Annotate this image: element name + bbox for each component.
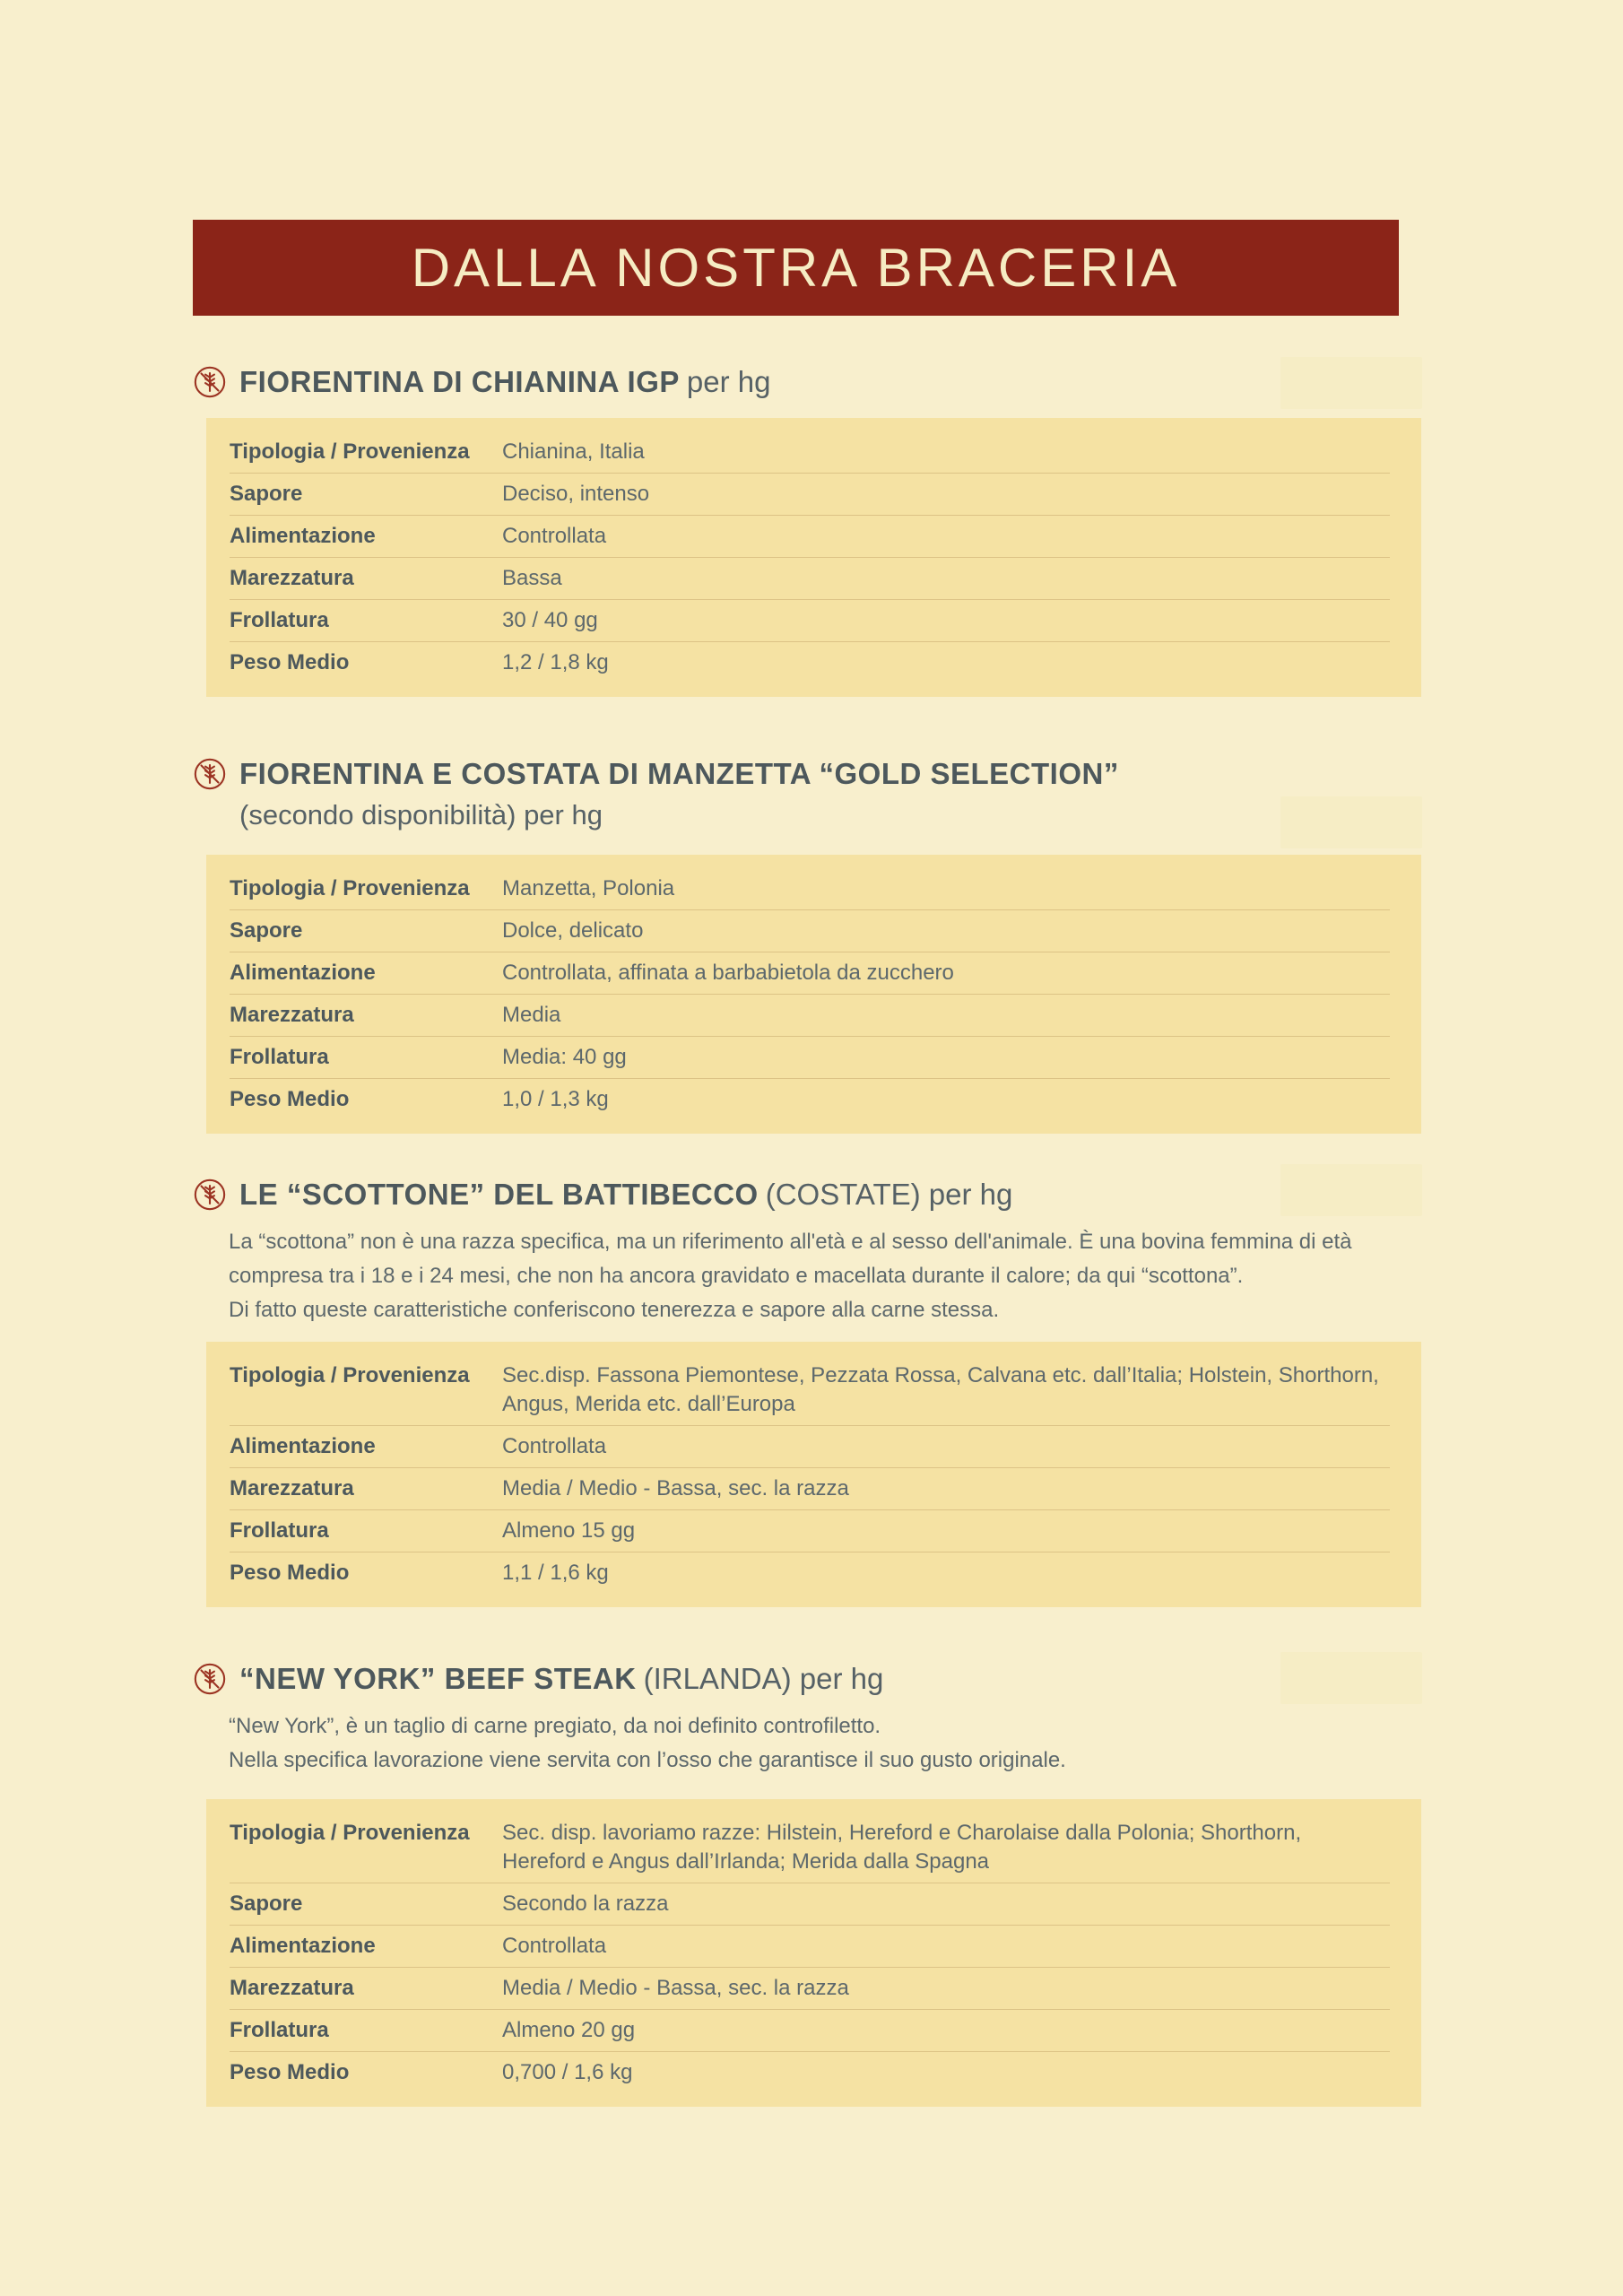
shading-artifact [1280, 796, 1422, 848]
spec-label: Peso Medio [230, 2060, 350, 2084]
table-row [230, 1509, 1390, 1552]
gluten-free-icon [193, 365, 227, 399]
spec-label: Tipologia / Provenienza [230, 1821, 470, 1845]
table-row [230, 1425, 1390, 1467]
spec-value: Manzetta, Polonia [502, 876, 675, 900]
spec-table [206, 855, 1421, 1134]
table-row [230, 1467, 1390, 1509]
spec-value: Bassa [502, 566, 562, 590]
spec-label: Alimentazione [230, 1434, 376, 1458]
section-title-light: (COSTATE) per hg [765, 1178, 1013, 1211]
spec-value: Media / Medio - Bassa, sec. la razza [502, 1976, 849, 2000]
table-row [230, 1552, 1390, 1594]
table-row [230, 473, 1390, 515]
table-row [230, 557, 1390, 599]
spec-label: Marezzatura [230, 566, 354, 590]
table-row [230, 2009, 1390, 2051]
spec-value: Deciso, intenso [502, 482, 650, 506]
spec-value: 0,700 / 1,6 kg [502, 2060, 633, 2084]
spec-value: Media [502, 1003, 561, 1027]
spec-label: Alimentazione [230, 524, 376, 548]
spec-value: Chianina, Italia [502, 439, 645, 464]
spec-label: Tipologia / Provenienza [230, 439, 470, 464]
spec-value: 1,0 / 1,3 kg [502, 1087, 609, 1111]
spec-value: Sec.disp. Fassona Piemontese, Pezzata Rossa, Calvana etc. dall’Italia; Holstein, Shorthorn, Angus, Merida etc. dall’Europa [502, 1363, 1379, 1416]
spec-value: Sec. disp. lavoriamo razze: Hilstein, Hereford e Charolaise dalla Polonia; Shorthorn, Hereford e Angus dall’Irlanda; Merida dalla Spagna [502, 1821, 1302, 1874]
spec-value: Media / Medio - Bassa, sec. la razza [502, 1476, 849, 1500]
spec-value: 30 / 40 gg [502, 608, 598, 632]
shading-artifact [1280, 1164, 1422, 1216]
spec-value: Almeno 15 gg [502, 1518, 636, 1543]
spec-value: Controllata [502, 1934, 607, 1958]
table-row [230, 1355, 1390, 1425]
spec-table [206, 1799, 1421, 2107]
spec-label: Peso Medio [230, 1087, 350, 1111]
spec-label: Tipologia / Provenienza [230, 876, 470, 900]
table-row [230, 1925, 1390, 1967]
spec-value: Almeno 20 gg [502, 2018, 636, 2042]
description-paragraph: Nella specifica lavorazione viene servita con l’osso che garantisce il suo gusto originale. [229, 1748, 1066, 1772]
section-title [239, 1662, 883, 1696]
spec-value: 1,2 / 1,8 kg [502, 650, 609, 674]
spec-value: Controllata [502, 524, 607, 548]
spec-label: Frollatura [230, 1045, 329, 1069]
gluten-free-icon [193, 1662, 227, 1696]
banner-title: DALLA NOSTRA BRACERIA [411, 238, 1181, 298]
table-row [230, 2051, 1390, 2093]
spec-label: Sapore [230, 482, 303, 506]
spec-label: Marezzatura [230, 1476, 354, 1500]
spec-label: Sapore [230, 1892, 303, 1916]
spec-value: Dolce, delicato [502, 918, 644, 943]
spec-label: Frollatura [230, 2018, 329, 2042]
table-row [230, 909, 1390, 952]
section-title-strong: FIORENTINA DI CHIANINA IGP [239, 365, 680, 398]
spec-label: Tipologia / Provenienza [230, 1363, 470, 1387]
section-title [239, 757, 1126, 791]
table-row [230, 1078, 1390, 1120]
spec-value: Controllata, affinata a barbabietola da zucchero [502, 961, 954, 985]
section-banner [193, 220, 1399, 316]
table-row [230, 515, 1390, 557]
description-paragraph: “New York”, è un taglio di carne pregiato, da noi definito controfiletto. [229, 1714, 881, 1738]
spec-label: Alimentazione [230, 961, 376, 985]
spec-value: Controllata [502, 1434, 607, 1458]
spec-label: Peso Medio [230, 650, 350, 674]
description-paragraph: Di fatto queste caratteristiche conferiscono tenerezza e sapore alla carne stessa. [229, 1298, 1000, 1322]
spec-table [206, 418, 1421, 697]
spec-label: Alimentazione [230, 1934, 376, 1958]
gluten-free-icon [193, 757, 227, 791]
spec-value: 1,1 / 1,6 kg [502, 1561, 609, 1585]
spec-value: Media: 40 gg [502, 1045, 627, 1069]
section-title-strong: “NEW YORK” BEEF STEAK [239, 1662, 637, 1695]
spec-label: Frollatura [230, 608, 329, 632]
menu-section-new-york-beef-steak [193, 1659, 1623, 2107]
shading-artifact [1280, 1652, 1422, 1704]
section-subtitle: (secondo disponibilità) per hg [239, 799, 603, 831]
spec-label: Sapore [230, 918, 303, 943]
spec-label: Marezzatura [230, 1003, 354, 1027]
section-description [229, 1709, 1403, 1778]
shading-artifact [1280, 357, 1422, 409]
menu-section-fiorentina-chianina [193, 362, 1623, 697]
gluten-free-icon [193, 1178, 227, 1212]
section-title [239, 1178, 1012, 1212]
spec-label: Marezzatura [230, 1976, 354, 2000]
section-title-light: per hg [686, 365, 771, 398]
table-row [230, 1813, 1390, 1883]
description-paragraph: La “scottona” non è una razza specifica, ma un riferimento all'età e al sesso dell'animale. È una bovina femmina di età compresa tra i 18 e i 24 mesi, che non ha ancora gravidato e macellata durante il calore; da qui “scottona”. [229, 1230, 1352, 1288]
table-row [230, 868, 1390, 909]
table-row [230, 1967, 1390, 2009]
section-heading [193, 754, 1623, 794]
table-row [230, 1036, 1390, 1078]
section-title [239, 365, 770, 399]
spec-table [206, 1342, 1421, 1607]
spec-value: Secondo la razza [502, 1892, 669, 1916]
table-row [230, 952, 1390, 994]
table-row [230, 431, 1390, 473]
section-title-light: (IRLANDA) per hg [643, 1662, 884, 1695]
section-description [229, 1225, 1403, 1327]
section-title-strong: FIORENTINA E COSTATA DI MANZETTA “GOLD SELECTION” [239, 757, 1119, 790]
section-title-strong: LE “SCOTTONE” DEL BATTIBECCO [239, 1178, 759, 1211]
spec-label: Peso Medio [230, 1561, 350, 1585]
table-row [230, 599, 1390, 641]
spec-label: Frollatura [230, 1518, 329, 1543]
table-row [230, 994, 1390, 1036]
table-row [230, 1883, 1390, 1925]
menu-section-scottone-battibecco [193, 1175, 1623, 1607]
table-row [230, 641, 1390, 683]
